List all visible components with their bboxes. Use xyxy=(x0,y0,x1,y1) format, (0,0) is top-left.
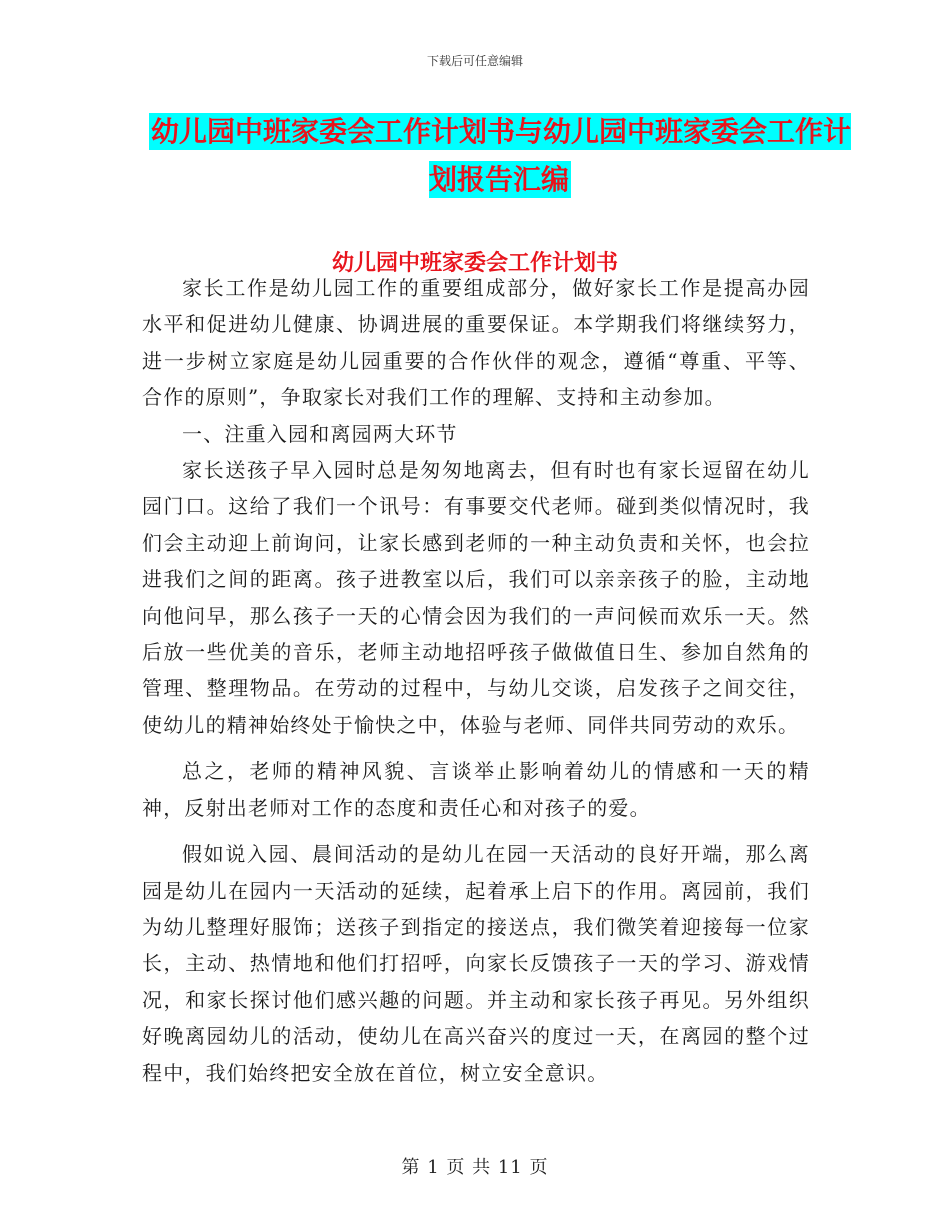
page-number-footer: 第 1 页 共 11 页 xyxy=(401,1157,549,1178)
document-title xyxy=(140,108,860,204)
document-body xyxy=(142,270,810,1091)
paragraph: 家长送孩子早入园时总是匆匆地离去，但有时也有家长逗留在幼儿园门口。这给了我们一个讯号：有事要交代老师。碰到类似情况时，我们会主动迎上前询问，让家长感到老师的一种主动负责和关怀，也会拉进我们之间的距离。孩子进教室以后，我们可以亲亲孩子的脸，主动地向他问早，那么孩子一天的心情会因为我们的一声问候而欢乐一天。然后放一些优美的音乐，老师主动地招呼孩子做做值日生、参加自然角的管理、整理物品。在劳动的过程中，与幼儿交谈，启发孩子之间交往，使幼儿的精神始终处于愉快之中，体验与老师、同伴共同劳动的欢乐。 xyxy=(142,458,810,737)
paragraph: 假如说入园、晨间活动的是幼儿在园一天活动的良好开端，那么离园是幼儿在园内一天活动的延续，起着承上启下的作用。离园前，我们为幼儿整理好服饰；送孩子到指定的接送点，我们微笑着迎接每一位家长，主动、热情地和他们打招呼，向家长反馈孩子一天的学习、游戏情况，和家长探讨他们感兴趣的问题。并主动和家长孩子再见。另外组织好晚离园幼儿的活动，使幼儿在高兴奋兴的度过一天，在离园的整个过程中，我们始终把安全放在首位，树立安全意识。 xyxy=(142,842,810,1085)
document-title-text: 幼儿园中班家委会工作计划书与幼儿园中班家委会工作计划报告汇编 xyxy=(150,115,851,196)
paragraph: 家长工作是幼儿园工作的重要组成部分，做好家长工作是提高办园水平和促进幼儿健康、协调进展的重要保证。本学期我们将继续努力，进一步树立家庭是幼儿园重要的合作伙伴的观念，遵循“尊重、平等、合作的原则”，争取家长对我们工作的理解、支持和主动参加。 xyxy=(142,276,810,410)
paragraph: 总之，老师的精神风貌、言谈举止影响着幼儿的情感和一天的精神，反射出老师对工作的态度和责任心和对孩子的爱。 xyxy=(142,759,810,820)
page-header-note: 下载后可任意编辑 xyxy=(426,54,523,68)
section-heading: 幼儿园中班家委会工作计划书 xyxy=(331,251,618,276)
subheading: 一、注重入园和离园两大环节 xyxy=(182,421,458,446)
